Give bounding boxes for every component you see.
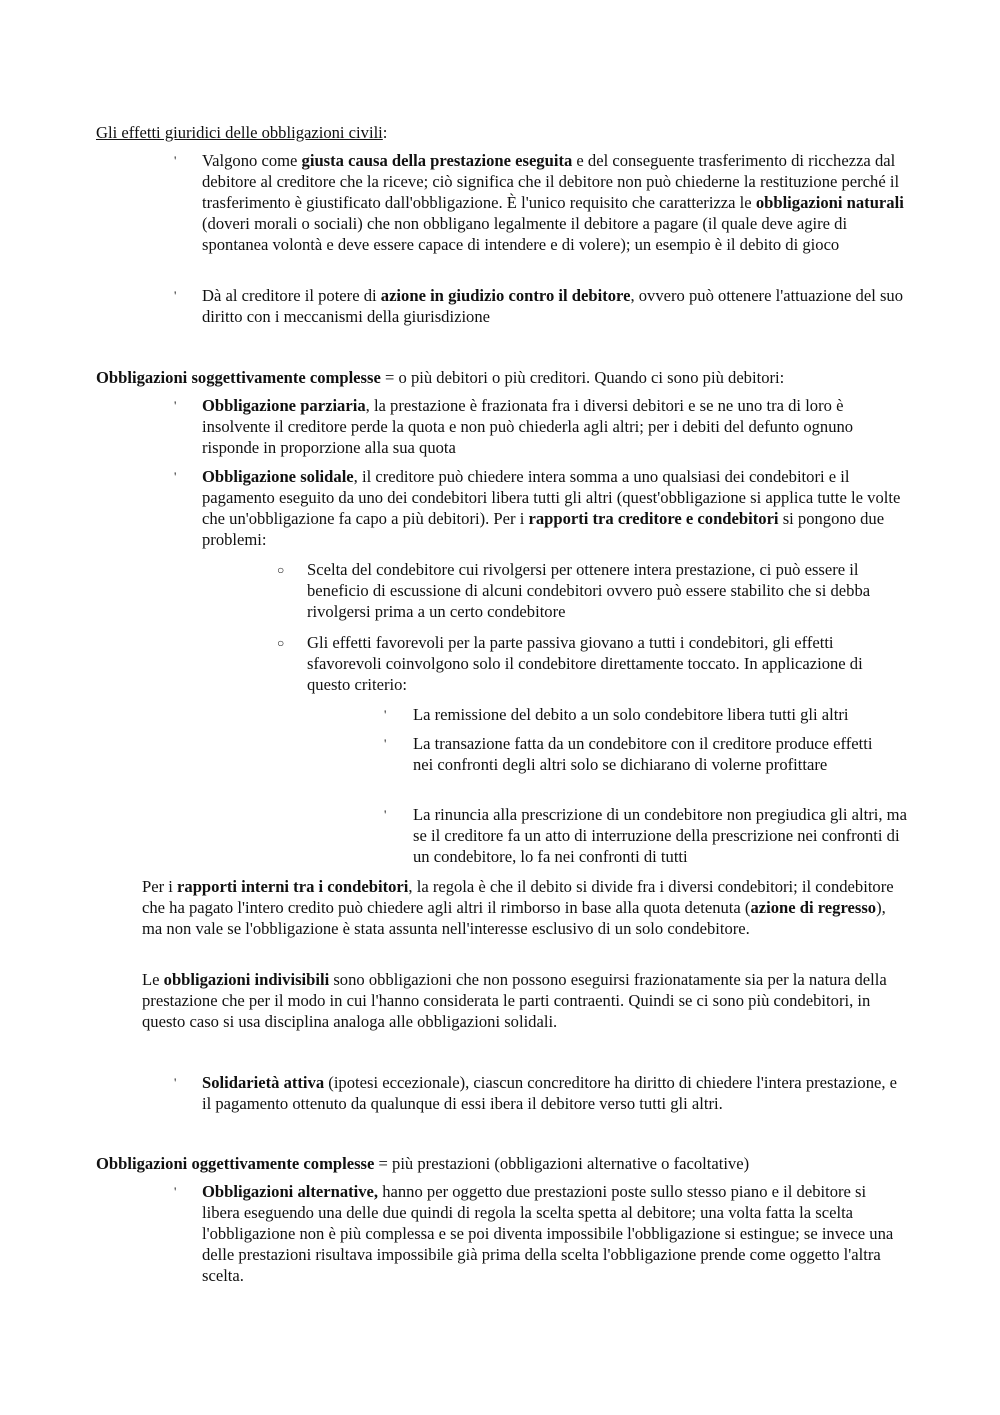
bold-term: obbligazioni naturali [755, 193, 904, 212]
text: , la prestazione è frazionata fra i diversi debitori e se ne uno tra di loro è insolvente il creditore perde la quota e non può chiederla agli altri; per i debiti del defunto ognuno risponde in proporzione alla sua quota [202, 396, 854, 457]
circle-bullet-marker: ○ [277, 563, 285, 577]
heading-underlined-text: Gli effetti giuridici delle obbligazioni civili [96, 123, 383, 142]
text: Dà al creditore il potere di [202, 286, 381, 305]
bullet-marker: ' [384, 707, 387, 722]
subsub-bullet-rinuncia: La rinuncia alla prescrizione di un condebitore non pregiudica gli altri, ma se il creditore fa un atto di interruzione della prescrizione nei confronti di un condebitore, lo fa nei confronti di tutti [413, 805, 907, 866]
text: hanno per oggetto due prestazioni poste sullo stesso piano e il debitore si libera eseguendo una delle due quindi di regola la scelta spetta al debitore; una volta fatta la scelta l'obbligazione non è più complessa e se poi diventa impossibile l'obbligazione si estingue; se invece una delle prestazioni risultava impossibile già prima della scelta l'obbligazione prende come oggetto l'altra scelta. [202, 1182, 894, 1285]
bullet-marker: ' [384, 736, 387, 751]
sub-bullet-effetti-favorevoli: Gli effetti favorevoli per la parte passiva giovano a tutti i condebitori, gli effetti sfavorevoli coinvolgono solo il condebitore direttamente toccato. In applicazione di questo criterio: [307, 633, 863, 694]
paragraph-rapporti-interni [142, 876, 907, 939]
bold-term: rapporti interni tra i condebitori [177, 877, 409, 896]
bold-term: Obbligazione parziaria [202, 396, 366, 415]
bullet-marker: ' [174, 153, 177, 168]
bullet-solidarieta-attiva [202, 1072, 907, 1114]
bold-term: Obbligazione solidale [202, 467, 354, 486]
sub-bullet-scelta-condebitore: Scelta del condebitore cui rivolgersi per ottenere intera prestazione, ci può essere il beneficio di escussione di alcuni condebitori ovvero può essere stabilito che si debba rivolgersi prima a un certo condebitore [307, 560, 871, 621]
bold-term: Obbligazioni soggettivamente complesse [96, 368, 381, 387]
bold-term: giusta causa della prestazione eseguita [301, 151, 573, 170]
text: si pongono due problemi: [202, 509, 885, 549]
bold-term: azione di regresso [750, 898, 877, 917]
text: , ovvero può ottenere l'attuazione del suo diritto con i meccanismi della giurisdizione [202, 286, 904, 326]
text: Le [142, 970, 164, 989]
bold-term: Obbligazioni alternative, [202, 1182, 379, 1201]
heading-colon: : [382, 123, 388, 142]
circle-bullet-marker: ○ [277, 636, 285, 650]
bullet-marker: ' [174, 398, 177, 413]
text: Valgono come [202, 151, 302, 170]
text: , il creditore può chiedere intera somma a uno qualsiasi dei condebitori e il pagamento eseguito da uno dei condebitori libera tutti gli altri (quest'obbligazione si applica tutte le volte che un'obbligazione fa capo a più debitori). Per i [202, 467, 901, 528]
bullet-azione-giudizio [202, 285, 907, 327]
bold-term: Solidarietà attiva [202, 1073, 325, 1092]
bullet-giusta-causa [202, 150, 907, 255]
bold-term: obbligazioni indivisibili [163, 970, 330, 989]
bold-term: rapporti tra creditore e condebitori [528, 509, 779, 528]
bullet-marker: ' [174, 288, 177, 303]
text: ), ma non vale se l'obbligazione è stata assunta nell'interesse esclusivo di un solo condebitore. [142, 898, 886, 938]
text: (doveri morali o sociali) che non obbligano legalmente il debitore a pagare (il quale deve agire di spontanea volontà e deve essere capace di intendere e di volere); un esempio è il debito di gioco [202, 214, 848, 254]
bullet-marker: ' [174, 1075, 177, 1090]
text: Per i [142, 877, 178, 896]
bold-term: Obbligazioni oggettivamente complesse [96, 1154, 375, 1173]
heading-effetti-giuridici [96, 122, 916, 143]
text: e del conseguente trasferimento di ricchezza dal debitore al creditore che la riceve; ciò significa che il debitore non può chiederne la restituzione perché il trasferimento è giustificato dall'obbligazione. È l'unico requisito che caratterizza le [202, 151, 900, 212]
bullet-marker: ' [174, 469, 177, 484]
bullet-obbligazione-parziaria [202, 395, 907, 458]
bullet-obbligazione-solidale [202, 466, 907, 550]
subsub-bullet-transazione: La transazione fatta da un condebitore con il creditore produce effetti nei confronti degli altri solo se dichiarano di volerne profittare [413, 734, 873, 774]
text: , la regola è che il debito si divide fra i diversi condebitori; il condebitore che ha pagato l'intero credito può chiedere agli altri il rimborso in base alla quota detenuta ( [142, 877, 894, 917]
subsub-bullet-remissione: La remissione del debito a un solo condebitore libera tutti gli altri [413, 705, 849, 724]
text: = più prestazioni (obbligazioni alternative o facoltative) [374, 1154, 750, 1173]
heading-soggettivamente-complesse [96, 367, 926, 388]
heading-oggettivamente-complesse [96, 1153, 926, 1174]
paragraph-obbligazioni-indivisibili [142, 969, 907, 1032]
text: sono obbligazioni che non possono eseguirsi frazionatamente sia per la natura della prestazione che per il modo in cui l'hanno considerata le parti contraenti. Quindi se ci sono più condebitori, in questo caso si usa disciplina analoga alle obbligazioni solidali. [142, 970, 887, 1031]
text: = o più debitori o più creditori. Quando ci sono più debitori: [380, 368, 785, 387]
text: (ipotesi eccezionale), ciascun concreditore ha diritto di chiedere l'intera prestazione, e il pagamento ottenuto da qualunque di essi ibera il debitore verso tutti gli altri. [202, 1073, 898, 1113]
bullet-marker: ' [384, 807, 387, 822]
bullet-obbligazioni-alternative [202, 1181, 907, 1286]
bold-term: azione in giudizio contro il debitore [380, 286, 631, 305]
bullet-marker: ' [174, 1184, 177, 1199]
